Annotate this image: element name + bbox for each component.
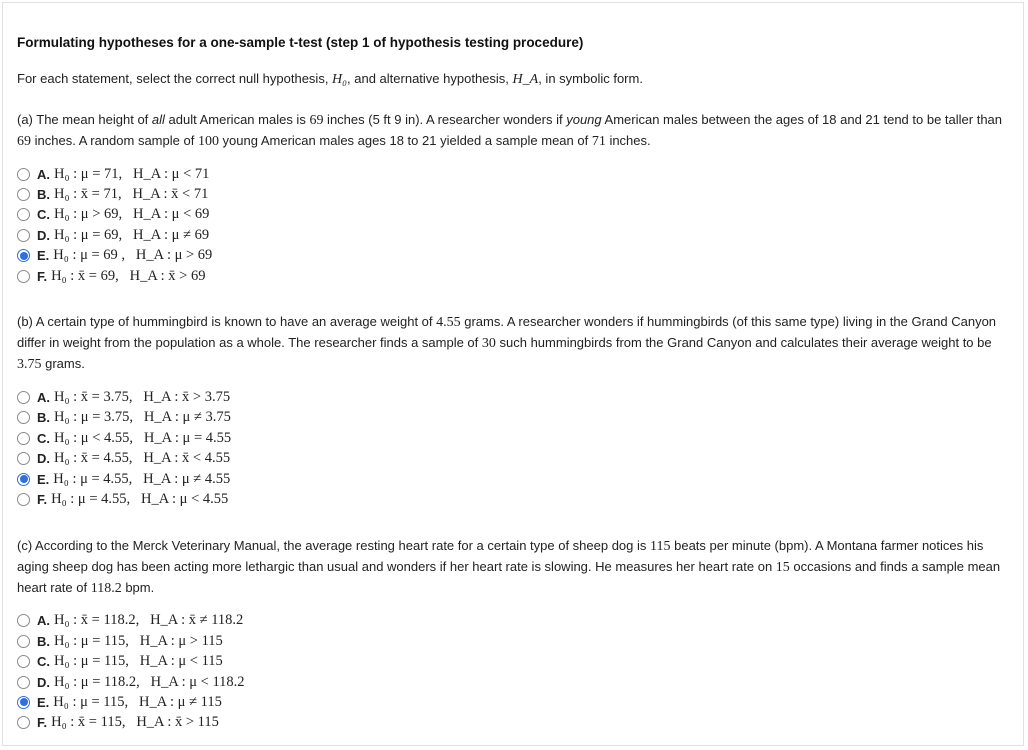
radio-button[interactable] <box>17 493 30 506</box>
question-b-prompt <box>17 312 1013 375</box>
prompt-text: adult American males is <box>164 112 310 127</box>
answer-option[interactable] <box>17 631 1013 651</box>
answer-option[interactable] <box>17 164 1013 184</box>
answer-option[interactable] <box>17 469 1013 489</box>
prompt-text: grams. A researcher wonders if hummingbirds (of this same type) living in the Grand Canyon differ in weight from the population as a whole. The researcher finds a sample of <box>17 314 997 351</box>
prompt-number: 69 <box>17 134 31 149</box>
option-letter: F. <box>37 491 48 507</box>
radio-button[interactable] <box>17 188 30 201</box>
options-c <box>17 611 1013 733</box>
option-expression: H₀ : μ = 4.55, H_A : μ ≠ 4.55 <box>53 470 231 487</box>
radio-button[interactable] <box>17 696 30 709</box>
answer-option[interactable] <box>17 449 1013 469</box>
option-expression: H₀ : μ = 3.75, H_A : μ ≠ 3.75 <box>54 409 231 426</box>
option-expression: H₀ : μ < 4.55, H_A : μ = 4.55 <box>54 429 232 446</box>
answer-option[interactable] <box>17 651 1013 671</box>
option-letter: E. <box>37 248 50 264</box>
answer-option[interactable] <box>17 692 1013 712</box>
question-c-prompt <box>17 536 1013 599</box>
prompt-number: 3.75 <box>17 357 42 373</box>
prompt-text: such hummingbirds from the Grand Canyon and calculates their average weight to be <box>495 335 992 351</box>
prompt-number: 15 <box>775 559 790 575</box>
prompt-text: grams. <box>41 356 85 372</box>
answer-option[interactable] <box>17 205 1013 225</box>
answer-option[interactable] <box>17 246 1013 266</box>
option-letter: C. <box>37 430 50 446</box>
prompt-text: inches. A random sample of <box>31 133 198 148</box>
prompt-number: 100 <box>197 134 219 149</box>
radio-button[interactable] <box>17 432 30 445</box>
prompt-text: American males between the ages of 18 and 21 tend to be taller than <box>601 112 1003 127</box>
option-expression: H₀ : μ = 69, H_A : μ ≠ 69 <box>54 226 210 243</box>
options-b <box>17 387 1013 509</box>
option-letter: A. <box>37 166 50 182</box>
option-letter: B. <box>37 187 50 203</box>
radio-button[interactable] <box>17 411 30 424</box>
option-letter: B. <box>37 633 50 649</box>
instructions-text-3: , in symbolic form. <box>538 71 643 86</box>
option-expression: H₀ : x̄ = 115, H_A : x̄ > 115 <box>51 714 219 731</box>
radio-button[interactable] <box>17 614 30 627</box>
answer-option[interactable] <box>17 489 1013 509</box>
option-letter: A. <box>37 613 50 629</box>
option-letter: C. <box>37 654 50 670</box>
prompt-number: 115 <box>650 538 671 554</box>
prompt-text: (b) A certain type of hummingbird is known to have an average weight of <box>17 314 437 330</box>
options-a <box>17 164 1013 286</box>
prompt-number: 69 <box>309 113 324 128</box>
radio-button[interactable] <box>17 270 30 283</box>
answer-option[interactable] <box>17 387 1013 407</box>
answer-option[interactable] <box>17 408 1013 428</box>
radio-button[interactable] <box>17 635 30 648</box>
option-expression: H₀ : μ = 115, H_A : μ > 115 <box>54 632 223 649</box>
answer-option[interactable] <box>17 672 1013 692</box>
option-expression: H₀ : μ = 115, H_A : μ ≠ 115 <box>53 693 222 710</box>
option-letter: D. <box>37 227 50 243</box>
radio-button[interactable] <box>17 676 30 689</box>
radio-button[interactable] <box>17 473 30 486</box>
instructions-text-1: For each statement, select the correct null hypothesis, <box>17 71 333 86</box>
option-expression: H₀ : μ > 69, H_A : μ < 69 <box>54 206 210 223</box>
prompt-text: (c) According to the Merck Veterinary Manual, the average resting heart rate for a certain type of sheep dog is <box>17 537 651 553</box>
option-expression: H₀ : μ = 115, H_A : μ < 115 <box>54 653 223 670</box>
question-b <box>17 312 1013 509</box>
prompt-text: (a) The mean height of <box>17 112 152 127</box>
instructions <box>17 69 1013 90</box>
question-a <box>17 110 1013 286</box>
prompt-number: 30 <box>481 336 496 352</box>
option-letter: A. <box>37 390 50 406</box>
option-expression: H₀ : μ = 118.2, H_A : μ < 118.2 <box>54 673 245 690</box>
option-expression: H₀ : x̄ = 118.2, H_A : x̄ ≠ 118.2 <box>54 612 244 629</box>
h0-symbol: H₀ <box>332 72 348 87</box>
prompt-text: beats per minute (bpm). A Montana farmer notices his aging sheep dog has been acting more lethargic than usual and wonders if her heart rate is slowing. He measures her heart rate on <box>17 537 984 574</box>
question-a-prompt <box>17 110 1013 152</box>
prompt-text: occasions and finds a sample mean heart rate of <box>17 558 1001 595</box>
option-letter: C. <box>37 207 50 223</box>
prompt-number: 4.55 <box>436 315 461 331</box>
radio-button[interactable] <box>17 229 30 242</box>
radio-button[interactable] <box>17 249 30 262</box>
page-title: Formulating hypotheses for a one-sample t-test (step 1 of hypothesis testing procedure) <box>17 35 584 50</box>
radio-button[interactable] <box>17 391 30 404</box>
answer-option[interactable] <box>17 266 1013 286</box>
option-expression: H₀ : x̄ = 71, H_A : x̄ < 71 <box>54 186 209 203</box>
option-letter: F. <box>37 715 48 731</box>
option-letter: E. <box>37 471 50 487</box>
prompt-text: young American males ages 18 to 21 yielded a sample mean of <box>218 133 592 148</box>
radio-button[interactable] <box>17 452 30 465</box>
prompt-text: inches. <box>605 133 651 148</box>
option-letter: D. <box>37 674 50 690</box>
option-expression: H₀ : x̄ = 4.55, H_A : x̄ < 4.55 <box>54 450 231 467</box>
radio-button[interactable] <box>17 168 30 181</box>
answer-option[interactable] <box>17 713 1013 733</box>
option-letter: E. <box>37 694 50 710</box>
prompt-emphasis: young <box>566 112 602 127</box>
prompt-text: inches (5 ft 9 in). A researcher wonders if <box>323 112 567 127</box>
option-letter: D. <box>37 451 50 467</box>
option-expression: H₀ : μ = 69 , H_A : μ > 69 <box>53 247 213 264</box>
option-letter: B. <box>37 410 50 426</box>
answer-option[interactable] <box>17 428 1013 448</box>
radio-button[interactable] <box>17 655 30 668</box>
question-c <box>17 536 1013 733</box>
ha-symbol: H_A <box>512 72 539 87</box>
prompt-text: bpm. <box>121 579 155 595</box>
instructions-text-2: , and alternative hypothesis, <box>347 71 513 86</box>
option-expression: H₀ : x̄ = 69, H_A : x̄ > 69 <box>51 267 206 284</box>
option-expression: H₀ : x̄ = 3.75, H_A : x̄ > 3.75 <box>54 389 231 406</box>
prompt-number: 118.2 <box>90 580 122 596</box>
prompt-emphasis: all <box>151 112 165 127</box>
problem-card <box>2 2 1024 746</box>
option-expression: H₀ : μ = 71, H_A : μ < 71 <box>54 165 210 182</box>
option-expression: H₀ : μ = 4.55, H_A : μ < 4.55 <box>51 490 229 507</box>
radio-button[interactable] <box>17 208 30 221</box>
problem-content <box>17 33 1013 733</box>
radio-button[interactable] <box>17 716 30 729</box>
option-letter: F. <box>37 268 48 284</box>
answer-option[interactable] <box>17 184 1013 204</box>
answer-option[interactable] <box>17 225 1013 245</box>
answer-option[interactable] <box>17 611 1013 631</box>
prompt-number: 71 <box>591 134 606 149</box>
